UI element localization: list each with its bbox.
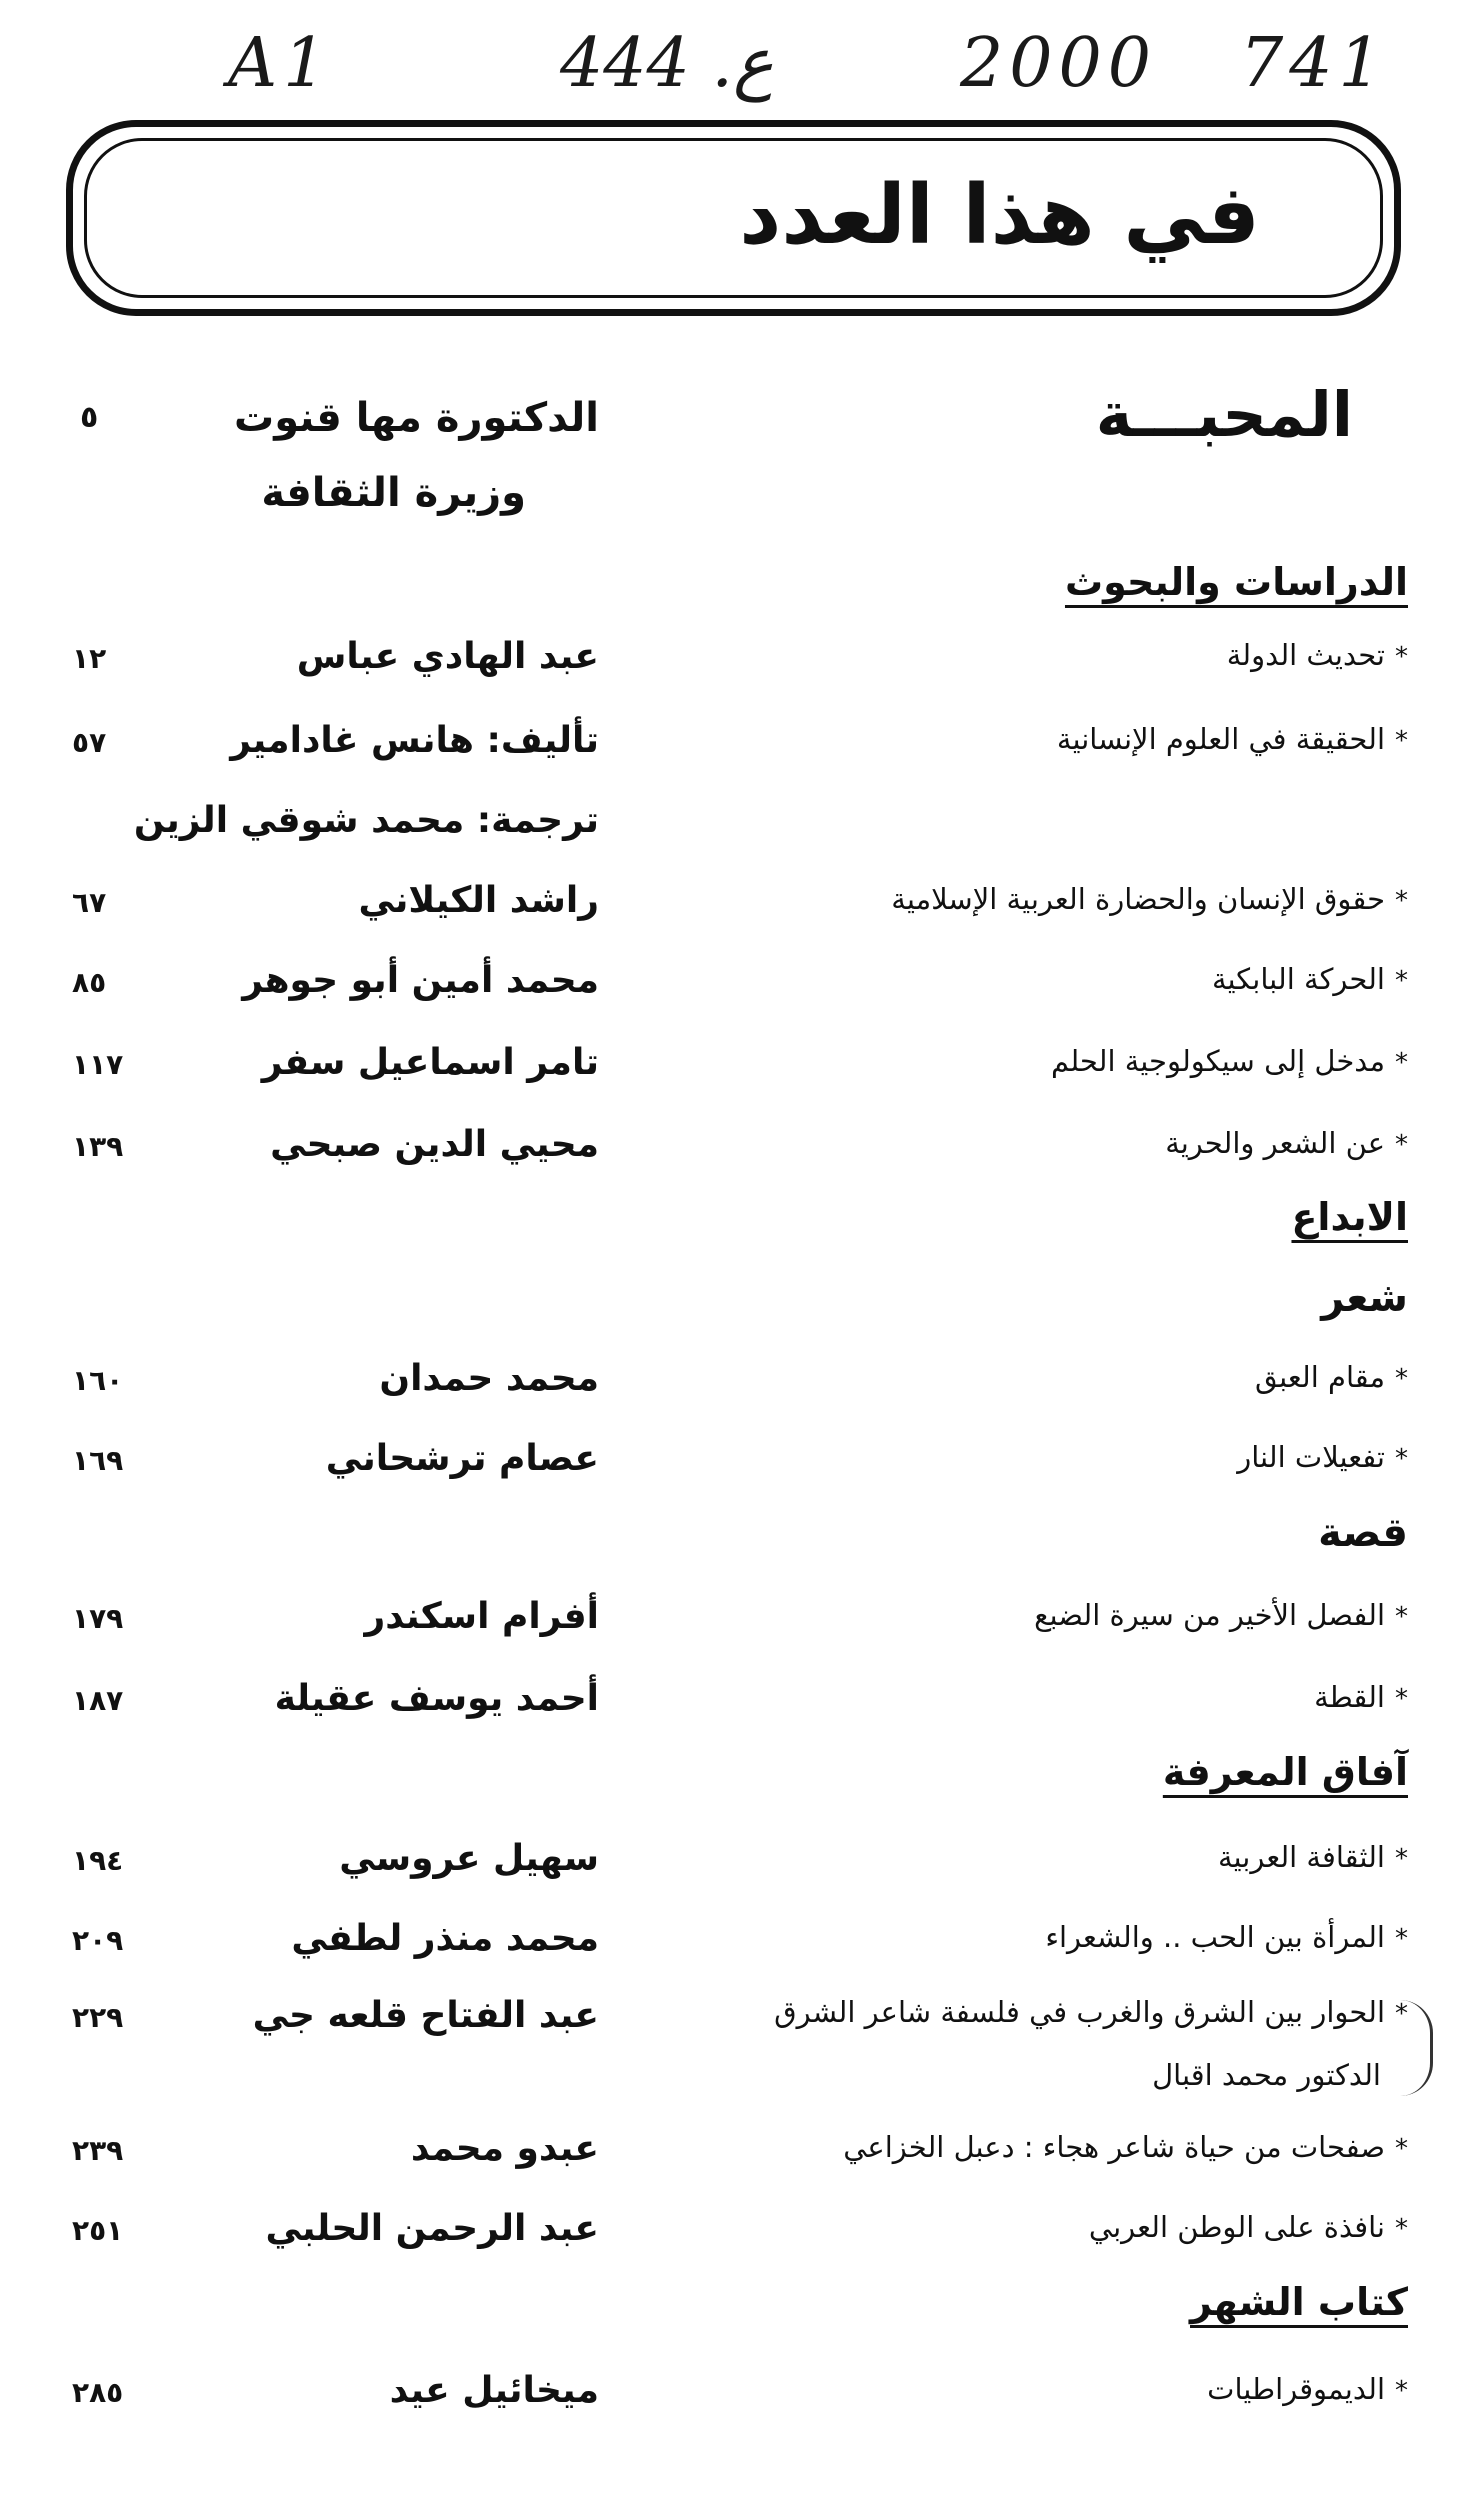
- handwritten-number: 444 .ع: [560, 24, 774, 103]
- toc-entry-title[interactable]: *الحوار بين الشرق والغرب في فلسفة شاعر الشرق: [774, 1995, 1408, 2029]
- handwritten-year: 2000: [960, 24, 1158, 103]
- toc-entry-translator: ترجمة: محمد شوقي الزين: [133, 800, 599, 841]
- toc-entry-title[interactable]: *المرأة بين الحب .. والشعراء: [1045, 1920, 1408, 1954]
- toc-entry-page: ١١٧: [72, 1048, 124, 1081]
- section-heading-knowledge: آفاق المعرفة: [1162, 1750, 1408, 1794]
- toc-entry-title[interactable]: *الحركة البابكية: [1211, 962, 1408, 996]
- toc-entry-page: ٢٢٩: [72, 2001, 124, 2034]
- toc-entry-page: ٦٧: [72, 886, 107, 919]
- toc-entry-author: تأليف: هانس غادامير: [230, 720, 599, 761]
- editorial-label: المحبـــة: [1095, 378, 1353, 451]
- toc-entry-author: راشد الكيلاني: [358, 880, 599, 921]
- toc-entry-author: عبدو محمد: [410, 2128, 599, 2169]
- toc-entry-author: تامر اسماعيل سفر: [261, 1042, 599, 1083]
- toc-entry-author: عبد الرحمن الحلبي: [265, 2208, 599, 2249]
- toc-entry-title[interactable]: *الثقافة العربية: [1217, 1840, 1408, 1874]
- toc-entry-author: محمد أمين أبو جوهر: [242, 960, 599, 1001]
- toc-entry-author: عصام ترشحاني: [325, 1438, 599, 1479]
- toc-entry-page: ١٨٧: [72, 1684, 124, 1717]
- toc-entry-author: محيي الدين صبحي: [270, 1124, 599, 1165]
- toc-entry-page: ٢٨٥: [72, 2376, 124, 2409]
- handwritten-code: A1: [228, 24, 333, 103]
- toc-entry-page: ١٣٩: [72, 1130, 124, 1163]
- toc-entry-page: ٢٥١: [72, 2214, 124, 2247]
- toc-entry-page: ١٦٠: [72, 1364, 124, 1397]
- handwritten-id: 741: [1240, 24, 1388, 103]
- toc-entry-title[interactable]: *نافذة على الوطن العربي: [1088, 2210, 1408, 2244]
- toc-entry-title[interactable]: *حقوق الإنسان والحضارة العربية الإسلامية: [891, 882, 1408, 916]
- editorial-author-title: وزيرة الثقافة: [261, 470, 526, 516]
- toc-entry-title[interactable]: *تفعيلات النار: [1237, 1440, 1408, 1474]
- page-title: في هذا العدد: [739, 168, 1260, 263]
- toc-entry-page: ٢٣٩: [72, 2134, 124, 2167]
- toc-entry-author: ميخائيل عيد: [389, 2370, 599, 2411]
- subsection-heading-story: قصة: [1318, 1510, 1408, 1556]
- section-heading-creativity: الابداع: [1291, 1195, 1408, 1239]
- toc-entry-title[interactable]: *القطة: [1314, 1680, 1408, 1714]
- toc-entry-author: أحمد يوسف عقيلة: [274, 1678, 599, 1719]
- toc-entry-author: سهيل عروسي: [339, 1838, 599, 1879]
- toc-entry-author: أفرام اسكندر: [364, 1596, 599, 1637]
- toc-entry-author: عبد الهادي عباس: [296, 636, 599, 677]
- toc-entry-title[interactable]: *مدخل إلى سيكولوجية الحلم: [1051, 1044, 1408, 1078]
- toc-entry-page: ١٧٩: [72, 1602, 124, 1635]
- toc-entry-title[interactable]: *صفحات من حياة شاعر هجاء : دعبل الخزاعي: [843, 2130, 1408, 2164]
- toc-entry-page: ٨٥: [72, 966, 107, 999]
- toc-entry-title-continued: الدكتور محمد اقبال: [1152, 2058, 1381, 2092]
- editorial-author: الدكتورة مها قنوت: [234, 395, 599, 441]
- subsection-heading-poetry: شعر: [1321, 1275, 1408, 1321]
- toc-entry-page: ٥٧: [72, 726, 107, 759]
- toc-entry-author: محمد حمدان: [379, 1358, 599, 1399]
- handwritten-notes: [0, 14, 1471, 124]
- toc-entry-title[interactable]: *الحقيقة في العلوم الإنسانية: [1056, 722, 1408, 756]
- section-heading-studies: الدراسات والبحوث: [1064, 560, 1408, 604]
- toc-entry-author: عبد الفتاح قلعه جي: [252, 1995, 599, 2036]
- toc-entry-title[interactable]: *تحديث الدولة: [1226, 638, 1408, 672]
- editorial-page-number: ٥: [80, 400, 99, 435]
- toc-entry-page: ١٢: [72, 642, 107, 675]
- toc-entry-author: محمد منذر لطفي: [291, 1918, 599, 1959]
- toc-entry-page: ١٩٤: [72, 1844, 124, 1877]
- section-heading-book-of-month: كتاب الشهر: [1190, 2280, 1408, 2324]
- toc-entry-page: ٢٠٩: [72, 1924, 124, 1957]
- toc-entry-title[interactable]: *الديموقراطيات: [1207, 2372, 1408, 2406]
- toc-entry-page: ١٦٩: [72, 1444, 124, 1477]
- toc-entry-title[interactable]: *عن الشعر والحرية: [1165, 1126, 1408, 1160]
- toc-entry-title[interactable]: *الفصل الأخير من سيرة الضبع: [1034, 1598, 1408, 1632]
- toc-entry-title[interactable]: *مقام العبق: [1254, 1360, 1408, 1394]
